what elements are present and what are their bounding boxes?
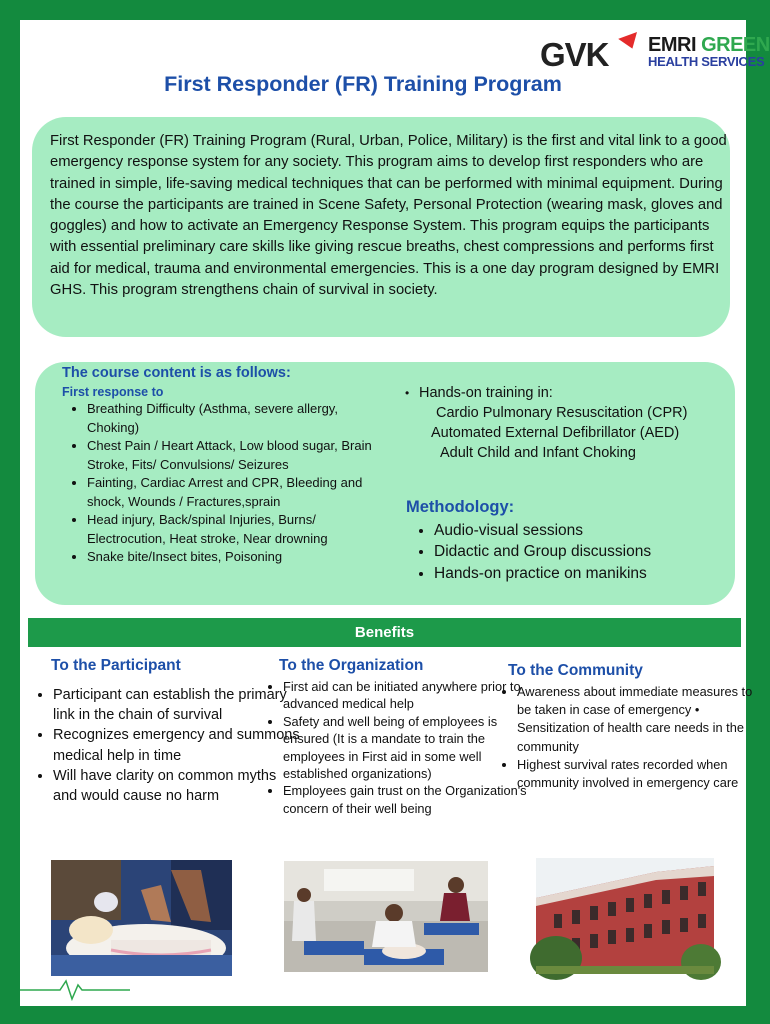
- logo-swoosh-icon: [618, 32, 642, 52]
- list-item: • Awareness about immediate measures to be taken in case of emergency • Sensitization of health care needs in the community: [517, 683, 757, 756]
- list-item: • First aid can be initiated anywhere prior to advanced medical help: [283, 678, 528, 713]
- intro-panel: [32, 117, 730, 337]
- list-item: • Didactic and Group discussions: [434, 541, 651, 562]
- participant-heading: To the Participant: [51, 657, 181, 674]
- hands-on-item: Automated External Defibrillator (AED): [431, 425, 680, 441]
- hands-on-item: Cardio Pulmonary Resuscitation (CPR): [436, 405, 688, 421]
- list-item: • Safety and well being of employees is ensured (It is a mandate to train the employees in First aid in some well established organizations): [283, 713, 528, 783]
- list-item: • Breathing Difficulty (Asthma, severe allergy, Choking): [87, 400, 387, 437]
- logo-gvk-text: GVK: [540, 36, 609, 73]
- heartbeat-line-icon: [20, 975, 130, 1005]
- list-item: • Fainting, Cardiac Arrest and CPR, Bleeding and shock, Wounds / Fractures,sprain: [87, 474, 387, 511]
- building-photo: [536, 858, 714, 974]
- hands-on-item: Adult Child and Infant Choking: [440, 445, 636, 461]
- methodology-heading: Methodology:: [406, 498, 515, 516]
- list-item: • Chest Pain / Heart Attack, Low blood sugar, Brain Stroke, Fits/ Convulsions/ Seizures: [87, 437, 387, 474]
- community-heading: To the Community: [508, 662, 643, 679]
- hands-on-label: • Hands-on training in:: [405, 383, 725, 403]
- list-item: • Participant can establish the primary link in the chain of survival: [53, 685, 303, 725]
- logo-emri-word: EMRI: [648, 34, 696, 56]
- gvk-emri-logo: [540, 32, 770, 73]
- cpr-closeup-photo: [51, 860, 232, 976]
- list-item: • Head injury, Back/spinal Injuries, Burns/ Electrocution, Heat stroke, Near drowning: [87, 511, 387, 548]
- community-benefits-list: [500, 683, 757, 792]
- page-title: First Responder (FR) Training Program: [164, 72, 562, 96]
- logo-health-services-text: HEALTH SERVICES: [648, 54, 765, 69]
- list-item: • Highest survival rates recorded when community involved in emergency care: [517, 756, 757, 792]
- methodology-list: [412, 520, 651, 584]
- course-content-panel: [35, 362, 735, 605]
- list-item: • Audio-visual sessions: [434, 520, 651, 541]
- organization-benefits-list: [265, 678, 528, 817]
- first-response-list: [63, 400, 387, 567]
- course-heading: The course content is as follows:: [62, 365, 291, 381]
- list-item: • Hands-on practice on manikins: [434, 563, 651, 584]
- hands-on-training: [405, 383, 725, 463]
- poster-sheet: [20, 20, 770, 1006]
- intro-text: First Responder (FR) Training Program (Rural, Urban, Police, Military) is the first and vital link to a good emergency response system for any society. This program aims to develop first responders who are trained in simple, life-saving medical techniques that can be performed with minimal equipment. During the course the participants are trained in Scene Safety, Personal Protection (wearing mask, gloves and goggles) and how to activate an Emergency Response System. This program equips the participants with essential preliminary care skills like giving rescue breaths, chest compressions and performs first aid for medical, trauma and environmental emergencies. This is a one day program designed by EMRI GHS. This program strengthens chain of survival in society.: [50, 133, 727, 299]
- benefits-banner: Benefits: [28, 618, 741, 647]
- participant-benefits-list: [30, 685, 303, 806]
- list-item: • Will have clarity on common myths and would cause no harm: [53, 766, 303, 806]
- organization-heading: To the Organization: [279, 657, 424, 674]
- logo-green-word: GREEN: [701, 34, 770, 56]
- course-subheading: First response to: [62, 385, 164, 399]
- list-item: • Recognizes emergency and summons medical help in time: [53, 725, 303, 765]
- group-cpr-training-photo: [284, 861, 488, 972]
- list-item: • Snake bite/Insect bites, Poisoning: [87, 548, 387, 567]
- list-item: • Employees gain trust on the Organization's concern of their well being: [283, 782, 528, 817]
